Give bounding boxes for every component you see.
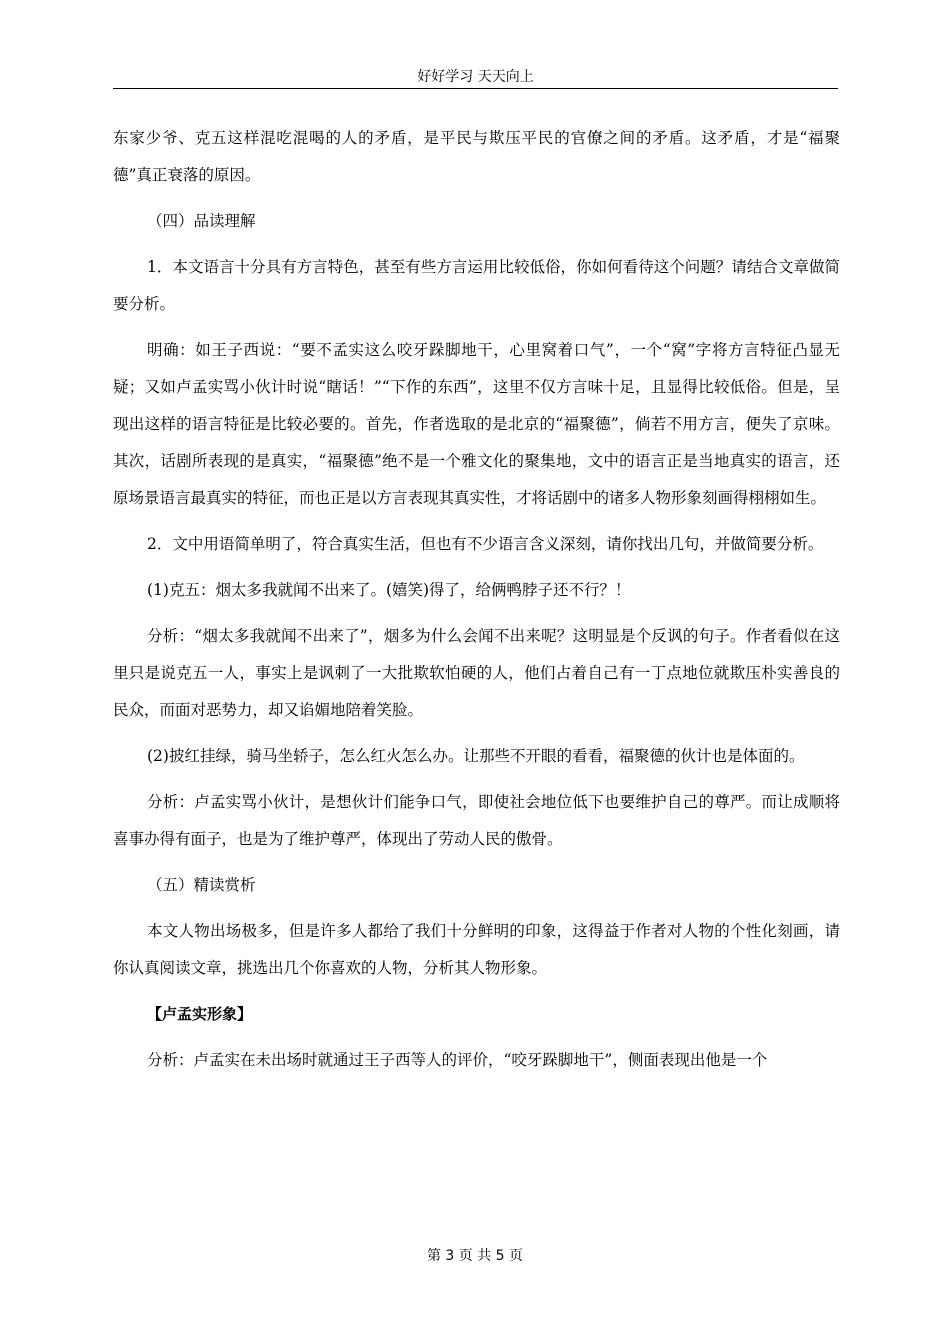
page-header: 好好学习 天天向上 <box>113 66 838 89</box>
analysis-3: 分析：卢孟实在未出场时就通过王子西等人的评价，“咬牙跺脚地干”，侧面表现出他是一个 <box>147 1051 768 1069</box>
section-heading-4: （四）品读理解 <box>147 212 256 230</box>
question-2: 2．文中用语简单明了，符合真实生活，但也有不少语言含义深刻，请你找出几句，并做简要分析。 <box>147 535 824 553</box>
page-footer: 第 3 页 共 5 页 <box>426 1248 524 1264</box>
character-heading: 【卢孟实形象】 <box>147 1005 253 1023</box>
analysis-2: 分析：卢孟实骂小伙计，是想伙计们能争口气，即使社会地位低下也要维护自己的尊严。而让成顺将喜事办得有面子，也是为了维护尊严，体现出了劳动人民的傲骨。 <box>113 793 840 848</box>
section-heading-5: （五）精读赏析 <box>147 876 256 894</box>
analysis-1: 分析：“烟太多我就闻不出来了”，烟多为什么会闻不出来呢？这明显是个反讽的句子。作者看似在这里只是说克五一人，事实上是讽刺了一大批欺软怕硬的人，他们占着自己有一丁点地位就欺压朴实善良的民众，而面对恶势力，却又谄媚地陪着笑脸。 <box>113 627 840 719</box>
document-body <box>113 120 840 1079</box>
question-3: 本文人物出场极多，但是许多人都给了我们十分鲜明的印象，这得益于作者对人物的个性化刻画，请你认真阅读文章，挑选出几个你喜欢的人物，分析其人物形象。 <box>113 922 840 977</box>
quote-1: (1)克五：烟太多我就闻不出来了。(嬉笑)得了，给俩鸭脖子还不行？！ <box>147 581 631 599</box>
paragraph-continuation: 东家少爷、克五这样混吃混喝的人的矛盾，是平民与欺压平民的官僚之间的矛盾。这矛盾，才是“福聚德”真正衰落的原因。 <box>113 129 840 184</box>
quote-2: (2)披红挂绿，骑马坐轿子，怎么红火怎么办。让那些不开眼的看看，福聚德的伙计也是体面的。 <box>147 747 805 765</box>
question-1: 1．本文语言十分具有方言特色，甚至有些方言运用比较低俗，你如何看待这个问题？请结合文章做简要分析。 <box>113 258 840 313</box>
answer-1: 明确：如王子西说：“要不孟实这么咬牙跺脚地干，心里窝着口气”，一个“窝”字将方言特征凸显无疑；又如卢孟实骂小伙计时说“瞎话！”“下作的东西”，这里不仅方言味十足，且显得比较低俗。但是，呈现出这样的语言特征是比较必要的。首先，作者选取的是北京的“福聚德”，倘若不用方言，便失了京味。其次，话剧所表现的是真实，“福聚德”绝不是一个雅文化的聚集地，文中的语言正是当地真实的语言，还原场景语言最真实的特征，而也正是以方言表现其真实性，才将话剧中的诸多人物形象刻画得栩栩如生。 <box>113 341 840 507</box>
